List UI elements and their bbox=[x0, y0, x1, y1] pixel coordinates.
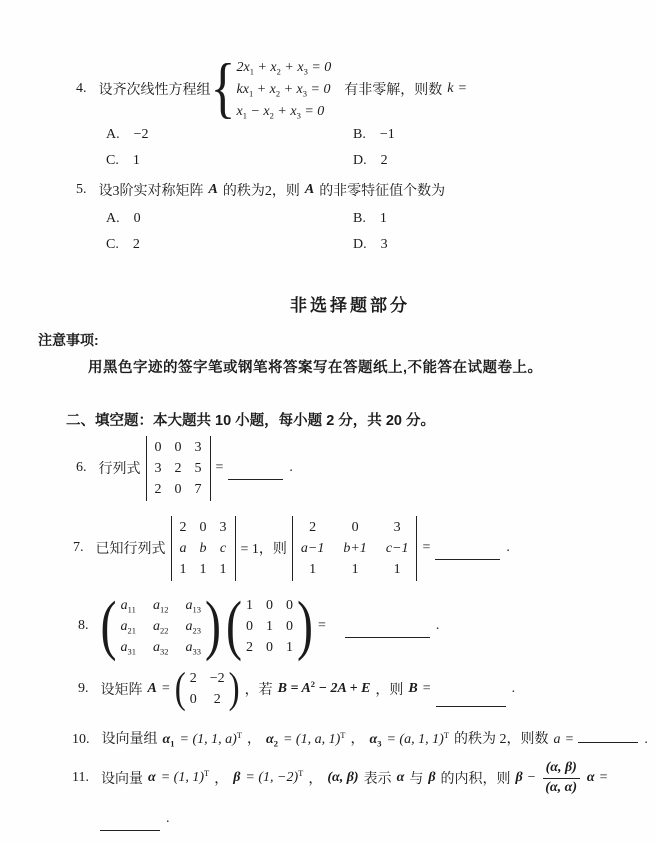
matrix-cell: a−1 bbox=[300, 540, 325, 556]
question-text: 设矩阵 bbox=[100, 683, 143, 698]
equation-1: $2x_1 + x_2 + x_3 = 0$ bbox=[236, 59, 332, 76]
question-7 bbox=[73, 516, 510, 580]
question-number: 6. bbox=[76, 460, 87, 475]
matrix-cell: $a_{31}$ bbox=[120, 639, 136, 656]
matrix-cell: 1 bbox=[265, 618, 273, 634]
question-9 bbox=[78, 666, 515, 712]
matrix-2 bbox=[226, 595, 313, 658]
answer-blank bbox=[228, 466, 283, 480]
option-label: B. bbox=[353, 211, 366, 226]
matrix-cell: 5 bbox=[194, 460, 202, 476]
matrix-cell: 1 bbox=[351, 561, 359, 577]
matrix-cell: 0 bbox=[265, 639, 273, 655]
matrix-cell: 1 bbox=[199, 561, 207, 577]
option-d bbox=[353, 153, 395, 169]
option-value: 2 bbox=[380, 153, 388, 168]
matrix-cell: 2 bbox=[189, 671, 197, 686]
question-text: 设齐次线性方程组 bbox=[98, 83, 211, 98]
question-number: 11. bbox=[72, 770, 89, 785]
answer-blank bbox=[100, 817, 160, 831]
fraction-denominator: (α, α) bbox=[545, 779, 578, 795]
vector-beta: β bbox=[428, 770, 436, 785]
option-label: C. bbox=[106, 237, 119, 252]
formula-B: $B = A^2 - 2A + E$ bbox=[277, 679, 371, 696]
option-value: 0 bbox=[133, 211, 141, 226]
option-label: A. bbox=[106, 127, 120, 142]
determinant bbox=[146, 436, 211, 501]
separator: ， bbox=[308, 772, 323, 787]
question-text: 设向量组 bbox=[101, 732, 158, 747]
matrix-cell: 0 bbox=[154, 439, 162, 455]
matrix-cell: 1 bbox=[285, 639, 293, 655]
matrix-cell: 0 bbox=[199, 519, 207, 535]
question-number: 7. bbox=[73, 540, 84, 555]
matrix-cell: 2 bbox=[309, 519, 317, 535]
question-text: 表示 bbox=[363, 772, 392, 787]
vector-alpha: α bbox=[586, 770, 595, 785]
vector-beta: β bbox=[233, 770, 241, 785]
matrix-cell: 1 bbox=[245, 597, 253, 613]
question-text: 行列式 bbox=[98, 462, 141, 477]
option-value: −1 bbox=[379, 127, 395, 142]
question-8 bbox=[78, 592, 439, 660]
matrix-A-symbol: A bbox=[304, 182, 315, 197]
matrix-cell: −2 bbox=[209, 671, 225, 686]
matrix-A-symbol: A bbox=[208, 182, 218, 197]
question-text: 的非零特征值个数为 bbox=[319, 184, 446, 199]
separator: ， bbox=[350, 732, 365, 747]
option-c bbox=[106, 153, 353, 169]
equals-sign: = bbox=[422, 540, 431, 555]
vector-alpha-1-value: = (1, 1, a)$^T$ bbox=[179, 730, 242, 747]
matrix-cell: 2 bbox=[154, 481, 162, 497]
option-label: A. bbox=[106, 211, 120, 226]
vector-alpha: α bbox=[147, 770, 156, 785]
vector-beta-value: = (1, −2)$^T$ bbox=[245, 768, 304, 785]
answer-blank bbox=[435, 546, 500, 560]
equals-sign: = bbox=[215, 460, 224, 475]
period: . bbox=[435, 618, 440, 633]
question-text: 设向量 bbox=[100, 772, 143, 787]
right-paren bbox=[229, 673, 240, 706]
equals-one-then: = 1，则 bbox=[240, 542, 287, 557]
question-number: 10. bbox=[72, 732, 90, 747]
right-paren bbox=[297, 602, 313, 650]
period: . bbox=[506, 540, 510, 555]
expression-beta: β bbox=[515, 770, 523, 785]
question-6 bbox=[76, 436, 293, 500]
equals-sign: = bbox=[161, 681, 170, 696]
option-c bbox=[106, 237, 353, 253]
question-11 bbox=[72, 756, 607, 800]
variable-k: k bbox=[447, 81, 454, 96]
equals-sign: = bbox=[422, 681, 431, 696]
determinant-2 bbox=[292, 516, 418, 581]
vector-alpha-2-value: = (1, a, 1)$^T$ bbox=[282, 730, 346, 747]
matrix-cell: 2 bbox=[179, 519, 187, 535]
matrix-cell: 0 bbox=[174, 439, 182, 455]
variable-a: a bbox=[553, 732, 561, 747]
answer-blank bbox=[345, 624, 430, 638]
option-label: C. bbox=[106, 153, 119, 168]
matrix-cell: c bbox=[219, 540, 227, 556]
question-text: 的内积，则 bbox=[440, 772, 511, 787]
question-text: 已知行列式 bbox=[95, 542, 166, 557]
matrix-cell: 1 bbox=[393, 561, 401, 577]
option-label: D. bbox=[353, 153, 367, 168]
equals-sign: = bbox=[317, 618, 326, 633]
matrix-cell: 1 bbox=[219, 561, 227, 577]
question-text: 有非零解，则数 bbox=[344, 83, 443, 98]
matrix-cell: 0 bbox=[189, 692, 197, 707]
matrix-cell: 0 bbox=[174, 481, 182, 497]
equals-sign: = bbox=[458, 81, 467, 96]
option-value: 1 bbox=[379, 211, 387, 226]
question-text: 的秩为 2，则数 bbox=[453, 732, 549, 747]
notice-heading: 注意事项: bbox=[38, 332, 99, 348]
system-brace bbox=[217, 63, 230, 115]
matrix-cell: 2 bbox=[213, 692, 221, 707]
vector-alpha: α bbox=[396, 770, 405, 785]
matrix-cell: b bbox=[199, 540, 207, 556]
matrix-cell: 7 bbox=[194, 481, 202, 497]
notice-body: 用黑色字迹的签字笔或钢笔将答案写在答题纸上,不能答在试题卷上。 bbox=[88, 360, 543, 376]
answer-blank bbox=[436, 693, 506, 707]
equals-sign: = bbox=[565, 732, 574, 747]
option-label: D. bbox=[353, 237, 367, 252]
matrix-A-cells bbox=[186, 668, 229, 710]
period: . bbox=[511, 681, 516, 696]
vector-alpha-2: $\alpha_2$ bbox=[265, 732, 278, 749]
matrix-cell: 0 bbox=[285, 597, 293, 613]
fill-in-section-header: 二、填空题：本大题共 10 小题，每小题 2 分，共 20 分。 bbox=[66, 413, 435, 429]
matrix-cell: $a_{21}$ bbox=[120, 618, 136, 635]
option-value: 3 bbox=[380, 237, 388, 252]
question-10 bbox=[72, 728, 648, 748]
period: . bbox=[644, 732, 648, 747]
option-b bbox=[353, 211, 388, 227]
vector-alpha-3-value: = (a, 1, 1)$^T$ bbox=[386, 730, 449, 747]
question-4-stem bbox=[76, 54, 466, 124]
question-number: 8. bbox=[78, 618, 89, 633]
right-paren bbox=[205, 602, 221, 650]
matrix-cell: 1 bbox=[179, 561, 187, 577]
matrix-A bbox=[175, 668, 240, 710]
equals-sign: = bbox=[599, 770, 608, 785]
fraction bbox=[543, 760, 580, 795]
matrix-cell: b+1 bbox=[343, 540, 367, 556]
period: . bbox=[166, 811, 170, 826]
left-paren bbox=[101, 602, 117, 650]
matrix-cell: $a_{12}$ bbox=[152, 597, 169, 614]
section-title: 非选择题部分 bbox=[290, 296, 410, 315]
matrix-cell: 0 bbox=[351, 519, 359, 535]
question-number: 4. bbox=[76, 81, 87, 96]
minus-sign: − bbox=[527, 770, 536, 785]
matrix-B-symbol: B bbox=[408, 681, 418, 696]
option-value: −2 bbox=[133, 127, 149, 142]
matrix-cell: $a_{33}$ bbox=[185, 639, 201, 656]
matrix-cell: 3 bbox=[393, 519, 401, 535]
option-a bbox=[106, 211, 353, 227]
matrix-cell: 0 bbox=[245, 618, 253, 634]
question-5-options bbox=[106, 211, 388, 253]
matrix-cell: 0 bbox=[285, 618, 293, 634]
matrix-cell: 2 bbox=[174, 460, 182, 476]
matrix-1-cells bbox=[116, 595, 205, 658]
matrix-cell: $a_{32}$ bbox=[152, 639, 169, 656]
determinant-1 bbox=[171, 516, 236, 581]
question-number: 9. bbox=[78, 681, 89, 696]
option-a bbox=[106, 127, 353, 143]
question-4-options bbox=[106, 127, 395, 169]
matrix-cell: 3 bbox=[194, 439, 202, 455]
matrix-2-cells bbox=[242, 595, 297, 658]
inner-product-notation: (α, β) bbox=[327, 770, 359, 785]
matrix-cell: 2 bbox=[245, 639, 253, 655]
matrix-cell: $a_{22}$ bbox=[152, 618, 169, 635]
vector-alpha-value: = (1, 1)$^T$ bbox=[160, 768, 210, 785]
equation-3: $x_1 - x_2 + x_3 = 0$ bbox=[236, 103, 325, 120]
question-text: 与 bbox=[409, 772, 424, 787]
separator: ， bbox=[214, 772, 229, 787]
period: . bbox=[289, 460, 293, 475]
question-text: 设3阶实对称矩阵 bbox=[98, 184, 204, 199]
option-value: 1 bbox=[132, 153, 140, 168]
left-paren bbox=[226, 602, 242, 650]
option-label: B. bbox=[353, 127, 366, 142]
matrix-cell: 0 bbox=[265, 597, 273, 613]
vector-alpha-3: $\alpha_3$ bbox=[369, 732, 382, 749]
answer-blank bbox=[578, 729, 638, 743]
question-text: ，则 bbox=[375, 683, 404, 698]
matrix-cell: 3 bbox=[219, 519, 227, 535]
separator: ， bbox=[246, 732, 261, 747]
question-text: 的秩为2，则 bbox=[222, 184, 300, 199]
equation-system bbox=[237, 58, 332, 121]
option-b bbox=[353, 127, 395, 143]
equation-2: $kx_1 + x_2 + x_3 = 0$ bbox=[236, 81, 331, 98]
matrix-A-symbol: A bbox=[147, 681, 157, 696]
left-paren bbox=[175, 673, 186, 706]
option-value: 2 bbox=[132, 237, 140, 252]
option-d bbox=[353, 237, 388, 253]
matrix-cell: c−1 bbox=[385, 540, 409, 556]
matrix-cell: 1 bbox=[309, 561, 317, 577]
matrix-cell: a bbox=[179, 540, 187, 556]
matrix-1 bbox=[101, 595, 221, 658]
matrix-cell: $a_{23}$ bbox=[185, 618, 201, 635]
matrix-cell: 3 bbox=[154, 460, 162, 476]
question-number: 5. bbox=[76, 182, 87, 197]
vector-alpha-1: $\alpha_1$ bbox=[162, 732, 175, 749]
question-11-answer-line bbox=[100, 810, 170, 828]
question-text: ，若 bbox=[244, 683, 273, 698]
matrix-cell: $a_{11}$ bbox=[120, 597, 136, 614]
question-5-stem bbox=[76, 180, 445, 200]
matrix-cell: $a_{13}$ bbox=[185, 597, 201, 614]
fraction-numerator: (α, β) bbox=[543, 760, 580, 778]
